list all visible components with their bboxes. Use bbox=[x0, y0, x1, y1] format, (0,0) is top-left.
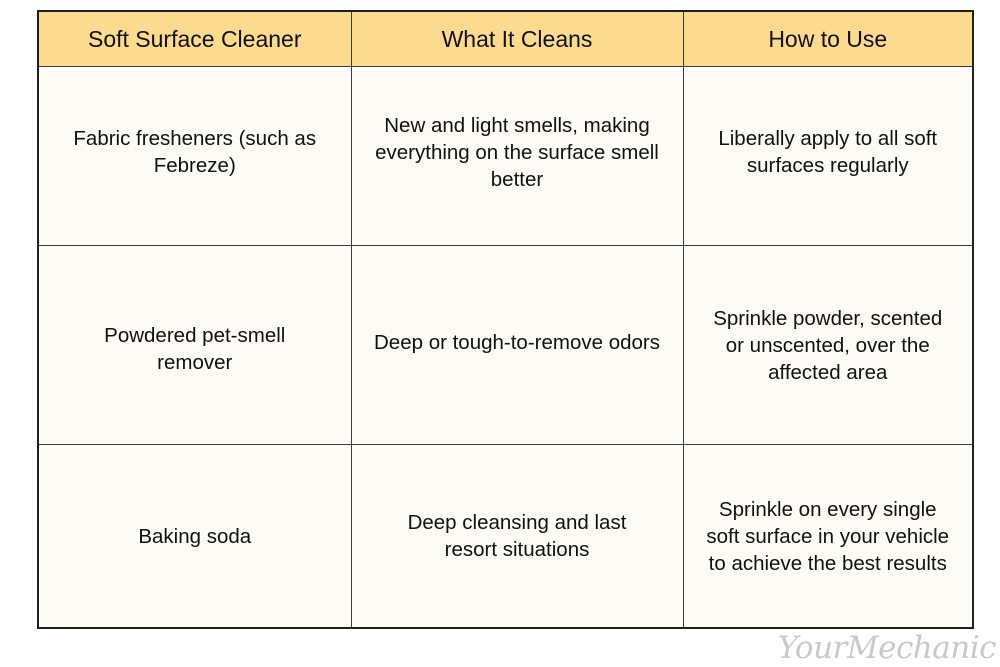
header-soft-surface-cleaner: Soft Surface Cleaner bbox=[38, 11, 351, 67]
table-header-row bbox=[38, 11, 973, 67]
table-row bbox=[38, 67, 973, 246]
cleaner-cell bbox=[38, 445, 351, 629]
how-to-use-text: Sprinkle powder, scented or unscented, over the affected area bbox=[713, 306, 943, 384]
what-it-cleans-cell bbox=[351, 67, 683, 246]
what-it-cleans-text: New and light smells, making everything on the surface smell better bbox=[375, 113, 659, 191]
how-to-use-cell bbox=[683, 445, 973, 629]
how-to-use-text: Sprinkle on every single soft surface in your vehicle to achieve the best results bbox=[706, 497, 950, 575]
how-to-use-cell bbox=[683, 246, 973, 445]
cleaner-text: Baking soda bbox=[138, 524, 252, 548]
cleaner-text: Fabric fresheners (such as Febreze) bbox=[73, 127, 317, 177]
how-to-use-text: Liberally apply to all soft surfaces regularly bbox=[718, 127, 938, 177]
header-how-to-use: How to Use bbox=[683, 11, 973, 67]
how-to-use-cell bbox=[683, 67, 973, 246]
what-it-cleans-text: Deep or tough-to-remove odors bbox=[373, 330, 660, 354]
what-it-cleans-cell bbox=[351, 445, 683, 629]
table-row bbox=[38, 445, 973, 629]
what-it-cleans-cell bbox=[351, 246, 683, 445]
soft-surface-cleaner-table bbox=[37, 10, 974, 629]
yourmechanic-watermark-logo: YourMechanic bbox=[777, 630, 996, 666]
header-what-it-cleans: What It Cleans bbox=[351, 11, 683, 67]
what-it-cleans-text: Deep cleansing and last resort situations bbox=[407, 511, 627, 561]
cleaner-cell bbox=[38, 246, 351, 445]
cleaner-text: Powdered pet-smell remover bbox=[104, 324, 286, 374]
cleaner-cell bbox=[38, 67, 351, 246]
table-row bbox=[38, 246, 973, 445]
